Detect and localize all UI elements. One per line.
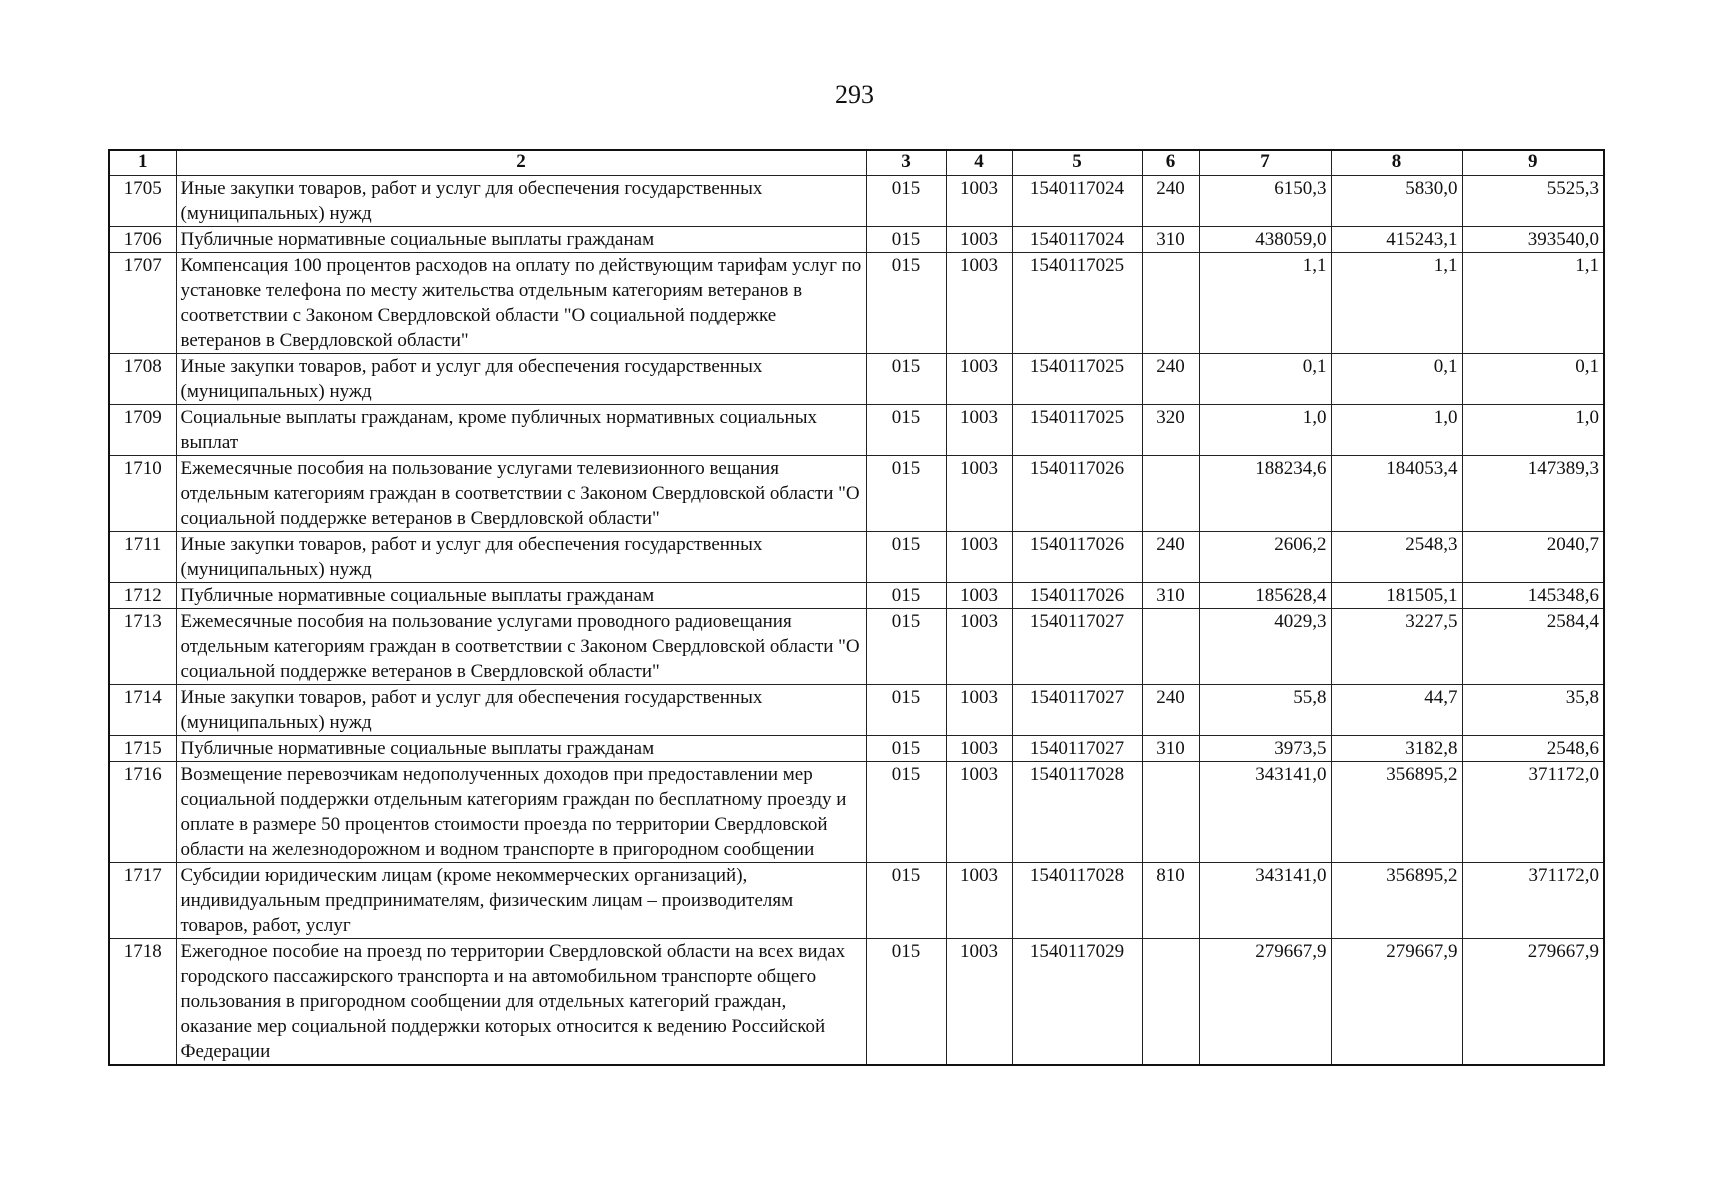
code-col4-cell: 1003 <box>946 583 1012 609</box>
row-number-cell: 1713 <box>109 609 176 685</box>
row-number-cell: 1715 <box>109 736 176 762</box>
code-col6-cell: 240 <box>1142 685 1199 736</box>
row-number-cell: 1707 <box>109 253 176 354</box>
code-col6-cell: 240 <box>1142 176 1199 227</box>
code-col5-cell: 1540117025 <box>1012 253 1142 354</box>
amount-col9-cell: 0,1 <box>1462 354 1604 405</box>
col-header: 1 <box>109 150 176 176</box>
row-number-cell: 1710 <box>109 456 176 532</box>
table-row <box>109 253 1604 354</box>
amount-col7-cell: 343141,0 <box>1199 863 1331 939</box>
amount-col9-cell: 393540,0 <box>1462 227 1604 253</box>
code-col3-cell: 015 <box>866 609 946 685</box>
amount-col7-cell: 4029,3 <box>1199 609 1331 685</box>
amount-col8-cell: 2548,3 <box>1331 532 1462 583</box>
code-col3-cell: 015 <box>866 354 946 405</box>
amount-col8-cell: 3182,8 <box>1331 736 1462 762</box>
code-col3-cell: 015 <box>866 176 946 227</box>
code-col6-cell: 320 <box>1142 405 1199 456</box>
col-header: 5 <box>1012 150 1142 176</box>
code-col5-cell: 1540117029 <box>1012 939 1142 1066</box>
amount-col9-cell: 371172,0 <box>1462 863 1604 939</box>
code-col6-cell <box>1142 609 1199 685</box>
code-col5-cell: 1540117028 <box>1012 762 1142 863</box>
table-row <box>109 762 1604 863</box>
amount-col7-cell: 0,1 <box>1199 354 1331 405</box>
table-row <box>109 863 1604 939</box>
col-header: 2 <box>176 150 866 176</box>
col-header: 8 <box>1331 150 1462 176</box>
col-header: 6 <box>1142 150 1199 176</box>
table-row <box>109 583 1604 609</box>
description-cell: Публичные нормативные социальные выплаты гражданам <box>176 583 866 609</box>
code-col3-cell: 015 <box>866 227 946 253</box>
description-cell: Субсидии юридическим лицам (кроме некоммерческих организаций), индивидуальным предпринимателям, физическим лицам – производителям товаров, работ, услуг <box>176 863 866 939</box>
row-number-cell: 1708 <box>109 354 176 405</box>
amount-col8-cell: 356895,2 <box>1331 762 1462 863</box>
amount-col7-cell: 1,0 <box>1199 405 1331 456</box>
row-number-cell: 1709 <box>109 405 176 456</box>
table-row <box>109 685 1604 736</box>
row-number-cell: 1716 <box>109 762 176 863</box>
code-col4-cell: 1003 <box>946 227 1012 253</box>
amount-col8-cell: 415243,1 <box>1331 227 1462 253</box>
code-col4-cell: 1003 <box>946 354 1012 405</box>
row-number-cell: 1718 <box>109 939 176 1066</box>
description-cell: Иные закупки товаров, работ и услуг для обеспечения государственных (муниципальных) нужд <box>176 354 866 405</box>
amount-col7-cell: 3973,5 <box>1199 736 1331 762</box>
code-col4-cell: 1003 <box>946 405 1012 456</box>
table-row <box>109 456 1604 532</box>
row-number-cell: 1705 <box>109 176 176 227</box>
description-cell: Иные закупки товаров, работ и услуг для обеспечения государственных (муниципальных) нужд <box>176 685 866 736</box>
amount-col8-cell: 3227,5 <box>1331 609 1462 685</box>
amount-col9-cell: 1,0 <box>1462 405 1604 456</box>
description-cell: Ежегодное пособие на проезд по территории Свердловской области на всех видах городского пассажирского транспорта и на автомобильном транспорте общего пользования в пригородном сообщении для отдельных категорий граждан, оказание мер социальной поддержки которых относится к ведению Российской Федерации <box>176 939 866 1066</box>
description-cell: Компенсация 100 процентов расходов на оплату по действующим тарифам услуг по установке телефона по месту жительства отдельным категориям ветеранов в соответствии с Законом Свердловской области "О социальной поддержке ветеранов в Свердловской области" <box>176 253 866 354</box>
amount-col9-cell: 2040,7 <box>1462 532 1604 583</box>
table-row <box>109 939 1604 1066</box>
code-col4-cell: 1003 <box>946 939 1012 1066</box>
amount-col7-cell: 279667,9 <box>1199 939 1331 1066</box>
code-col5-cell: 1540117026 <box>1012 456 1142 532</box>
amount-col7-cell: 188234,6 <box>1199 456 1331 532</box>
code-col5-cell: 1540117028 <box>1012 863 1142 939</box>
amount-col8-cell: 44,7 <box>1331 685 1462 736</box>
amount-col7-cell: 2606,2 <box>1199 532 1331 583</box>
amount-col9-cell: 2548,6 <box>1462 736 1604 762</box>
description-cell: Ежемесячные пособия на пользование услугами проводного радиовещания отдельным категориям граждан в соответствии с Законом Свердловской области "О социальной поддержке ветеранов в Свердловской области" <box>176 609 866 685</box>
description-cell: Социальные выплаты гражданам, кроме публичных нормативных социальных выплат <box>176 405 866 456</box>
code-col3-cell: 015 <box>866 532 946 583</box>
code-col3-cell: 015 <box>866 939 946 1066</box>
code-col3-cell: 015 <box>866 253 946 354</box>
row-number-cell: 1717 <box>109 863 176 939</box>
code-col3-cell: 015 <box>866 863 946 939</box>
col-header: 9 <box>1462 150 1604 176</box>
table-row <box>109 176 1604 227</box>
amount-col9-cell: 279667,9 <box>1462 939 1604 1066</box>
table-header-row <box>109 150 1604 176</box>
amount-col8-cell: 279667,9 <box>1331 939 1462 1066</box>
code-col3-cell: 015 <box>866 685 946 736</box>
code-col5-cell: 1540117027 <box>1012 736 1142 762</box>
amount-col7-cell: 438059,0 <box>1199 227 1331 253</box>
code-col6-cell: 240 <box>1142 354 1199 405</box>
amount-col7-cell: 343141,0 <box>1199 762 1331 863</box>
budget-table <box>108 149 1605 1066</box>
code-col6-cell: 310 <box>1142 583 1199 609</box>
code-col4-cell: 1003 <box>946 736 1012 762</box>
row-number-cell: 1714 <box>109 685 176 736</box>
amount-col9-cell: 371172,0 <box>1462 762 1604 863</box>
amount-col8-cell: 0,1 <box>1331 354 1462 405</box>
code-col5-cell: 1540117027 <box>1012 685 1142 736</box>
description-cell: Ежемесячные пособия на пользование услугами телевизионного вещания отдельным категориям граждан в соответствии с Законом Свердловской области "О социальной поддержке ветеранов в Свердловской области" <box>176 456 866 532</box>
code-col6-cell: 310 <box>1142 227 1199 253</box>
table-row <box>109 354 1604 405</box>
amount-col9-cell: 147389,3 <box>1462 456 1604 532</box>
code-col4-cell: 1003 <box>946 609 1012 685</box>
code-col4-cell: 1003 <box>946 762 1012 863</box>
code-col4-cell: 1003 <box>946 456 1012 532</box>
code-col5-cell: 1540117024 <box>1012 176 1142 227</box>
amount-col7-cell: 1,1 <box>1199 253 1331 354</box>
amount-col9-cell: 5525,3 <box>1462 176 1604 227</box>
code-col4-cell: 1003 <box>946 253 1012 354</box>
description-cell: Возмещение перевозчикам недополученных доходов при предоставлении мер социальной поддержки отдельным категориям граждан по бесплатному проезду и оплате в размере 50 процентов стоимости проезда по территории Свердловской области на железнодорожном и водном транспорте в пригородном сообщении <box>176 762 866 863</box>
code-col6-cell: 310 <box>1142 736 1199 762</box>
table-row <box>109 227 1604 253</box>
code-col3-cell: 015 <box>866 762 946 863</box>
row-number-cell: 1706 <box>109 227 176 253</box>
code-col3-cell: 015 <box>866 405 946 456</box>
code-col5-cell: 1540117027 <box>1012 609 1142 685</box>
code-col6-cell <box>1142 253 1199 354</box>
code-col4-cell: 1003 <box>946 532 1012 583</box>
amount-col8-cell: 356895,2 <box>1331 863 1462 939</box>
description-cell: Публичные нормативные социальные выплаты гражданам <box>176 227 866 253</box>
code-col5-cell: 1540117026 <box>1012 532 1142 583</box>
description-cell: Публичные нормативные социальные выплаты гражданам <box>176 736 866 762</box>
col-header: 3 <box>866 150 946 176</box>
page-number: 293 <box>835 80 874 109</box>
row-number-cell: 1712 <box>109 583 176 609</box>
col-header: 4 <box>946 150 1012 176</box>
table-row <box>109 405 1604 456</box>
amount-col8-cell: 1,1 <box>1331 253 1462 354</box>
amount-col7-cell: 55,8 <box>1199 685 1331 736</box>
amount-col8-cell: 184053,4 <box>1331 456 1462 532</box>
table-row <box>109 609 1604 685</box>
code-col6-cell: 240 <box>1142 532 1199 583</box>
table-row <box>109 736 1604 762</box>
col-header: 7 <box>1199 150 1331 176</box>
code-col5-cell: 1540117025 <box>1012 354 1142 405</box>
code-col4-cell: 1003 <box>946 176 1012 227</box>
code-col3-cell: 015 <box>866 456 946 532</box>
code-col6-cell <box>1142 762 1199 863</box>
amount-col8-cell: 181505,1 <box>1331 583 1462 609</box>
amount-col7-cell: 185628,4 <box>1199 583 1331 609</box>
description-cell: Иные закупки товаров, работ и услуг для обеспечения государственных (муниципальных) нужд <box>176 176 866 227</box>
amount-col7-cell: 6150,3 <box>1199 176 1331 227</box>
code-col6-cell: 810 <box>1142 863 1199 939</box>
code-col5-cell: 1540117024 <box>1012 227 1142 253</box>
amount-col8-cell: 5830,0 <box>1331 176 1462 227</box>
code-col6-cell <box>1142 456 1199 532</box>
code-col3-cell: 015 <box>866 583 946 609</box>
code-col4-cell: 1003 <box>946 863 1012 939</box>
code-col5-cell: 1540117026 <box>1012 583 1142 609</box>
amount-col9-cell: 145348,6 <box>1462 583 1604 609</box>
code-col5-cell: 1540117025 <box>1012 405 1142 456</box>
table-row <box>109 532 1604 583</box>
code-col6-cell <box>1142 939 1199 1066</box>
amount-col9-cell: 2584,4 <box>1462 609 1604 685</box>
amount-col9-cell: 35,8 <box>1462 685 1604 736</box>
amount-col9-cell: 1,1 <box>1462 253 1604 354</box>
description-cell: Иные закупки товаров, работ и услуг для обеспечения государственных (муниципальных) нужд <box>176 532 866 583</box>
amount-col8-cell: 1,0 <box>1331 405 1462 456</box>
row-number-cell: 1711 <box>109 532 176 583</box>
code-col4-cell: 1003 <box>946 685 1012 736</box>
code-col3-cell: 015 <box>866 736 946 762</box>
